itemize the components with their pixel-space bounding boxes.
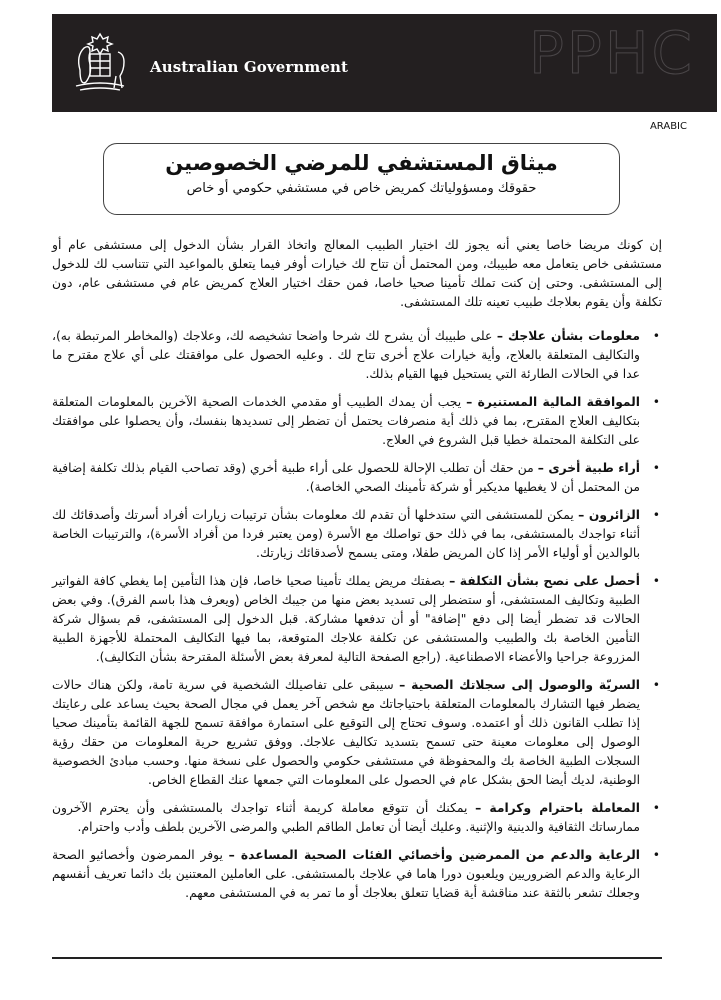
item-heading: المعاملة باحترام وكرامة – [475,801,640,815]
item-heading: الزائرون – [578,508,640,522]
item-text: يمكن للمستشفى التي ستدخلها أن تقدم لك معلومات بشأن ترتيبات زيارات أفراد أسرتك وأصدقائك لك أثناء تواجدك بالمستشفى، بما في ذلك حق تواصلك مع الأسرة (ومن يعتبر فردا من أفراد الأسرة)، والترتيبات الخاصة بالوالدين أو أولياء الأمر إذا كان المريض طفلا، ومتى يسمح لأصدقائك زيارتك. [52,508,640,560]
item-heading: أراء طبية أخرى – [537,461,640,475]
title-box [103,143,620,215]
item-heading: معلومات بشأن علاجك – [496,329,641,343]
bullet-icon: • [652,574,660,588]
item-text: على طبيبك أن يشرح لك شرحا واضحا تشخيصه لك، وعلاجك (والمخاطر المرتبطة به)، والتكاليف المتعلقة بالعلاج، وأية خيارات علاج أخرى تتاح لك . وعليه الحصول على موافقتك على أي علاج مقترح ما عدا في الحالات الطارئة التي يستحيل فيها القيام بذلك. [52,329,640,381]
item-text: من حقك أن تطلب الإحالة للحصول على أراء طبية أخري (وقد تصاحب القيام بذلك تكلفة إضافية من المحتمل أن لا يغطيها مديكير أو شركة تأمينك الصحي الخاصة). [52,461,640,494]
bullet-icon: • [652,508,660,522]
pphc-watermark: PPHC [528,19,695,87]
list-item [52,846,662,903]
document-body [52,236,662,912]
document-subtitle: حقوقك ومسؤولياتك كمريض خاص في مستشفي حكومي أو خاص [186,181,537,196]
bullet-icon: • [652,329,660,343]
page-header [52,14,717,112]
list-item [52,676,662,790]
bullet-icon: • [652,395,660,409]
language-tag: ARABIC [649,121,687,132]
item-text: يجب أن يمدك الطبيب أو مقدمي الخدمات الصحية الآخرين بالمعلومات المتعلقة بتكاليف العلاج المقترح، بما في ذلك أية منصرفات يحتمل أن تضطر إلى تسديدها بنفسك، وأن يحصلوا على موافقتك على التكلفة المحتملة خطيا قبل الشروع في العلاج. [52,395,640,447]
list-item [52,506,662,563]
list-item [52,459,662,497]
footer-rule [52,957,662,959]
item-text: يوفر الممرضون وأخصائيو الصحة الرعاية والدعم الضروريين ويلعبون دورا هاما في علاجك بالمستشفى. على العاملين المعتنين بك دائما تعريف أنفسهم وجعلك تشعر بالثقة عند مناقشة أية قضايا تتعلق بعلاجك أو ما تمر به في المستشفى معهم. [52,848,640,900]
list-item [52,327,662,384]
document-title: ميثاق المستشفي للمرضي الخصوصين [165,151,558,175]
item-heading: السريّة والوصول إلى سجلاتك الصحية – [399,678,640,692]
list-item [52,799,662,837]
item-text: سيبقى على تفاصيلك الشخصية في سرية تامة، ولكن هناك حالات يضطر فيها التشارك بالمعلومات المتعلقة باحتياجاتك مع شخص آخر يعمل في مجال الصحة بحيث يساعد على رعايتك إذا تطلب القانون ذلك أو اعتمده. وسوف تحتاج إلى التوقيع على استمارة موافقة تسمح للجهة القائمة بتأمينك صحيا الوصول إلى معلومات معينة حتى تسمح بتسديد تكاليف علاجك. ووفق تشريع حرية المعلومات من حقك رؤية السجلات الطبية الخاصة بك والمحفوظة في مستشفى حكومي والحصول على نسخة منها. وحسب مبادئ الخصوصية الوطنية، لديك أيضا الحق بشكل عام في الحصول على المعلومات التي جمعها عنك القطاع الخاص. [52,678,640,787]
item-heading: الرعاية والدعم من الممرضين وأخصائي الفئات الصحية المساعدة – [228,848,640,862]
item-text: يمكنك أن تتوقع معاملة كريمة أثناء تواجدك بالمستشفى وأن يحترم الآخرون ممارساتك الثقافية والدينية والإثنية. وعليك أيضا أن تعامل الطاقم الطبي والمرضى الآخرين بلطف وأدب واحترام. [52,801,640,834]
list-item [52,393,662,450]
bullet-icon: • [652,801,660,815]
item-text: بصفتك مريض يملك تأمينا صحيا خاصا، فإن هذا التأمين إما يغطي كافة الفواتير الطبية وتكاليف المستشفى، أو ستضطر إلى تسديد بعض منها من جيبك الخاص (ويعرف هذا باسم الفرق). وفي بعض الحالات قد تضطر أيضا إلى دفع "إضافة" أو أن تدفعها مشاركة. قبل الدخول إلى المستشفى، قم بسؤال شركة التأمين الخاصة بك والطبيب والمستشفى عن تكلفة علاجك المتوقعة، بما فيها التكاليف المحتملة للأجهزة الطبية المزروعة جراحيا والأعضاء الاصطناعية. (راجع الصفحة التالية لمعرفة بعض الأسئلة المقترحة بشأن التكاليف). [52,574,640,664]
bullet-icon: • [652,678,660,692]
government-name: Australian Government [150,58,349,76]
item-heading: الموافقة المالية المستنيرة – [466,395,640,409]
intro-paragraph: إن كونك مريضا خاصا يعني أنه يجوز لك اختيار الطبيب المعالج واتخاذ القرار بشأن الدخول إلى مستشفى عام أو مستشفى خاص يتعامل معه طبيبك، ومن المحتمل أن تتاح لك خيارات أوفر فيما يتعلق بالمواعيد التي تتناسب لك للدخول إلى المستشفى. وحتى إن كنت تملك تأمينا صحيا خاصا، فمن حقك اختيار العلاج كمريض عام في مستشفى عام، دون تكلفة وأن يقوم بعلاجك طبيب تعينه تلك المستشفى. [52,238,662,309]
bullet-icon: • [652,848,660,862]
coat-of-arms-icon [66,30,134,96]
list-item [52,572,662,667]
bullet-icon: • [652,461,660,475]
item-heading: أحصل على نصح بشأن التكلفة – [449,574,640,588]
rights-list [52,327,662,903]
